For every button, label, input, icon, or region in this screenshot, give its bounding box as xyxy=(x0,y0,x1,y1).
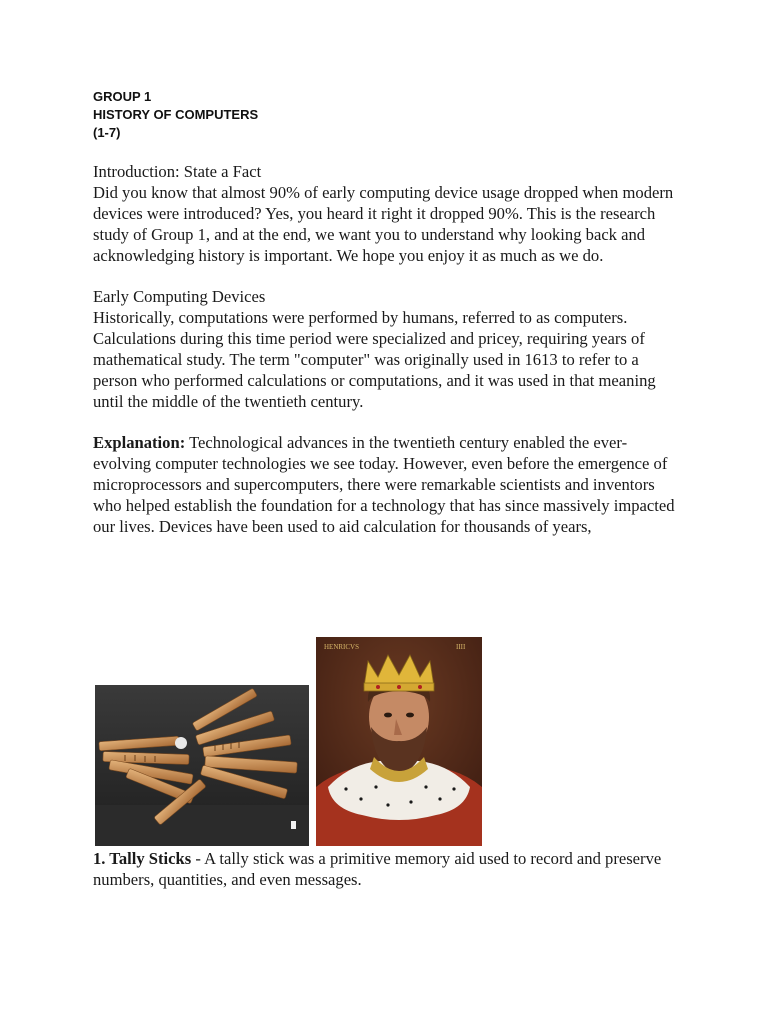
document-header xyxy=(93,88,683,142)
intro-section xyxy=(93,161,683,266)
tally-sticks-description: - A tally stick was a primitive memory aid used to record and preserve numbers, quantities, and even messages. xyxy=(93,849,662,889)
early-devices-heading: Early Computing Devices xyxy=(93,287,266,306)
portrait-inscription-right: IIII xyxy=(456,643,466,651)
king-portrait-illustration xyxy=(316,637,482,846)
tally-sticks-label: 1. Tally Sticks xyxy=(93,849,192,868)
intro-paragraph: Did you know that almost 90% of early computing device usage dropped when modern devices were introduced? Yes, you heard it right it dropped 90%. This is the research study of Group 1, and at the end, we want you to understand why looking back and acknowledging history is important. We hope you enjoy it as much as we do. xyxy=(93,183,674,265)
tally-sticks-illustration xyxy=(95,685,309,846)
explanation-section xyxy=(93,432,683,537)
early-devices-paragraph: Historically, computations were performed by humans, referred to as computers. Calculations during this time period were specialized and pricey, requiring years of mathematical study. The term "computer" was originally used in 1613 to refer to a person who performed calculations or computations, and it was used in that meaning until the middle of the twentieth century. xyxy=(93,308,656,411)
document-page xyxy=(93,88,683,537)
intro-heading: Introduction: State a Fact xyxy=(93,162,262,181)
tally-sticks-caption xyxy=(93,848,683,890)
tally-sticks-photo xyxy=(95,685,309,846)
item-range: (1-7) xyxy=(93,125,121,140)
early-devices-section xyxy=(93,286,683,412)
figure-images xyxy=(95,637,495,847)
portrait-inscription-left: HENRICVS xyxy=(324,643,360,651)
henry-iv-portrait xyxy=(316,637,482,846)
explanation-paragraph: Technological advances in the twentieth century enabled the ever-evolving computer technologies we see today. However, even before the emergence of microprocessors and supercomputers, there were remarkable scientists and inventors who helped establish the foundation for a technology that has since massively impacted our lives. Devices have been used to aid calculation for thousands of years, xyxy=(93,433,675,536)
group-label: GROUP 1 xyxy=(93,89,152,104)
document-title: HISTORY OF COMPUTERS xyxy=(93,107,259,122)
explanation-label: Explanation: xyxy=(93,433,186,452)
